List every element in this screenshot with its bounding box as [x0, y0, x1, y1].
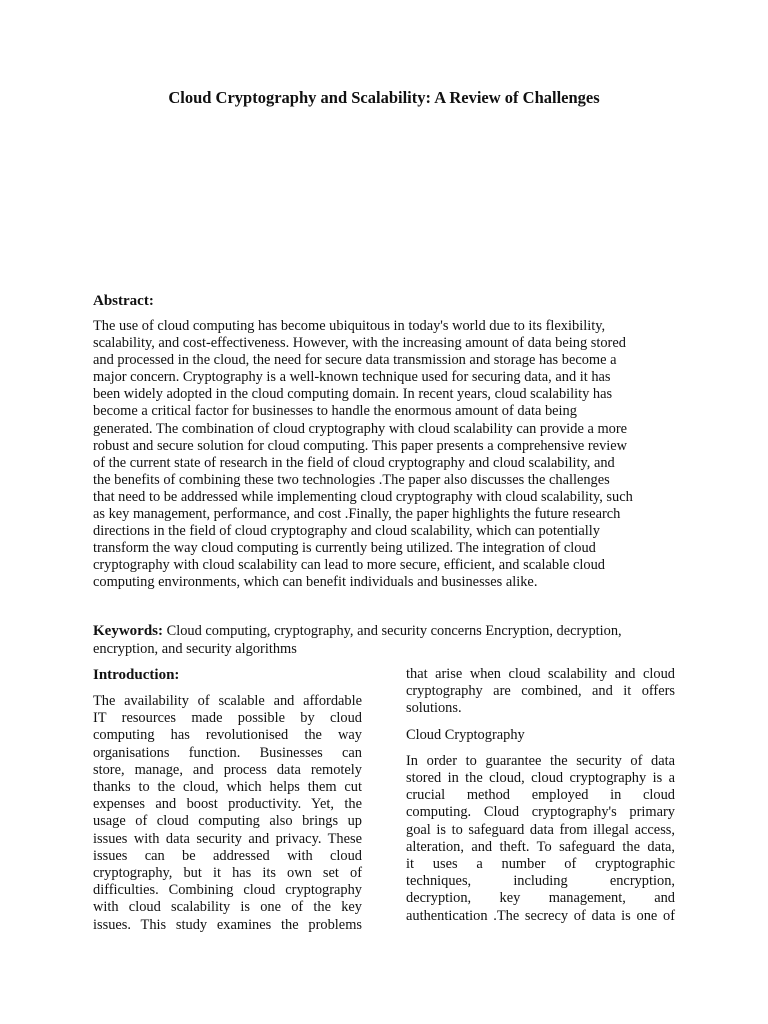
- intro-line: usage of cloud computing also brings up: [93, 813, 362, 830]
- abstract-line: as key management, performance, and cost .Finally, the paper highlights the future research: [93, 506, 621, 523]
- cryptography-line: computing. Cloud cryptography's primary: [406, 804, 675, 821]
- cryptography-line: it uses a number of cryptographic: [406, 856, 675, 873]
- abstract-line: cryptography with cloud scalability can lead to more secure, efficient, and scalable cloud: [93, 557, 606, 574]
- abstract-line: of the current state of research in the field of cloud cryptography and cloud scalability, and: [93, 454, 615, 471]
- cryptography-line: stored in the cloud, cloud cryptography is a: [406, 770, 675, 787]
- abstract-line: transform the way cloud computing is currently being utilized. The integration of cloud: [93, 540, 596, 557]
- continuation-line: cryptography are combined, and it offers: [406, 683, 675, 700]
- abstract-body: [93, 318, 677, 592]
- intro-line: computing has revolutionised the way: [93, 727, 362, 744]
- intro-line: IT resources made possible by cloud: [93, 710, 362, 727]
- introduction-paragraph: [93, 693, 362, 934]
- introduction-continuation: [406, 666, 675, 718]
- abstract-line: scalability, and cost-effectiveness. However, with the increasing amount of data being stored: [93, 335, 626, 352]
- left-column: [93, 666, 362, 934]
- abstract-line: been widely adopted in the cloud computing domain. In recent years, cloud scalability has: [93, 386, 613, 403]
- abstract-line: directions in the field of cloud cryptography and cloud scalability, which can potentially: [93, 523, 600, 540]
- intro-line: with cloud scalability is one of the key: [93, 899, 362, 916]
- cloud-cryptography-heading: Cloud Cryptography: [406, 726, 525, 743]
- abstract-line: computing environments, which can benefit individuals and businesses alike.: [93, 574, 538, 591]
- intro-line: expenses and boost productivity. Yet, the: [93, 796, 362, 813]
- cryptography-line: alteration, and theft. To safeguard the data,: [406, 838, 675, 855]
- abstract-line: The use of cloud computing has become ubiquitous in today's world due to its flexibility,: [93, 318, 606, 334]
- right-column: [406, 666, 675, 925]
- introduction-heading: Introduction:: [93, 667, 180, 683]
- abstract-line: major concern. Cryptography is a well-known technique used for securing data, and it has: [93, 369, 611, 386]
- intro-line: store, manage, and process data remotely: [93, 761, 362, 778]
- cryptography-line: In order to guarantee the security of data: [406, 752, 675, 769]
- cryptography-line: decryption, key management, and: [406, 890, 675, 907]
- abstract-line: robust and secure solution for cloud computing. This paper presents a comprehensive review: [93, 437, 628, 454]
- cryptography-line: crucial method employed in cloud: [406, 787, 675, 804]
- intro-line: issues. This study examines the problems: [93, 916, 362, 933]
- intro-line: organisations function. Businesses can: [93, 744, 362, 761]
- intro-line: issues with data security and privacy. These: [93, 830, 362, 847]
- cryptography-line: techniques, including encryption,: [406, 873, 675, 890]
- abstract-line: generated. The combination of cloud cryptography with cloud scalability can provide a more: [93, 420, 628, 437]
- keywords-label: Keywords:: [93, 623, 163, 639]
- intro-line: difficulties. Combining cloud cryptography: [93, 882, 362, 899]
- intro-line: The availability of scalable and affordable: [93, 693, 362, 709]
- abstract-heading: Abstract:: [93, 293, 154, 309]
- continuation-line: solutions.: [406, 700, 462, 717]
- intro-line: thanks to the cloud, which helps them cut: [93, 779, 362, 796]
- cloud-cryptography-paragraph: [406, 753, 675, 925]
- continuation-line: that arise when cloud scalability and cloud: [406, 666, 675, 682]
- cryptography-line: authentication .The secrecy of data is one of: [406, 907, 675, 924]
- intro-line: issues can be addressed with cloud: [93, 847, 362, 864]
- keywords-paragraph: [93, 623, 683, 658]
- keywords-text: Cloud computing, cryptography, and security concerns Encryption, decryption, encryption, and security algorithms: [93, 623, 622, 657]
- abstract-line: that need to be addressed while implementing cloud cryptography with cloud scalability, such: [93, 488, 633, 505]
- cryptography-line: goal is to safeguard data from illegal access,: [406, 821, 675, 838]
- abstract-line: the benefits of combining these two technologies .The paper also discusses the challenges: [93, 471, 610, 488]
- paper-title: Cloud Cryptography and Scalability: A Review of Challenges: [168, 88, 600, 107]
- abstract-line: become a critical factor for businesses to handle the enormous amount of data being: [93, 403, 577, 420]
- abstract-line: and processed in the cloud, the need for secure data transmission and storage has become a: [93, 352, 617, 369]
- intro-line: cryptography, but it has its own set of: [93, 865, 362, 882]
